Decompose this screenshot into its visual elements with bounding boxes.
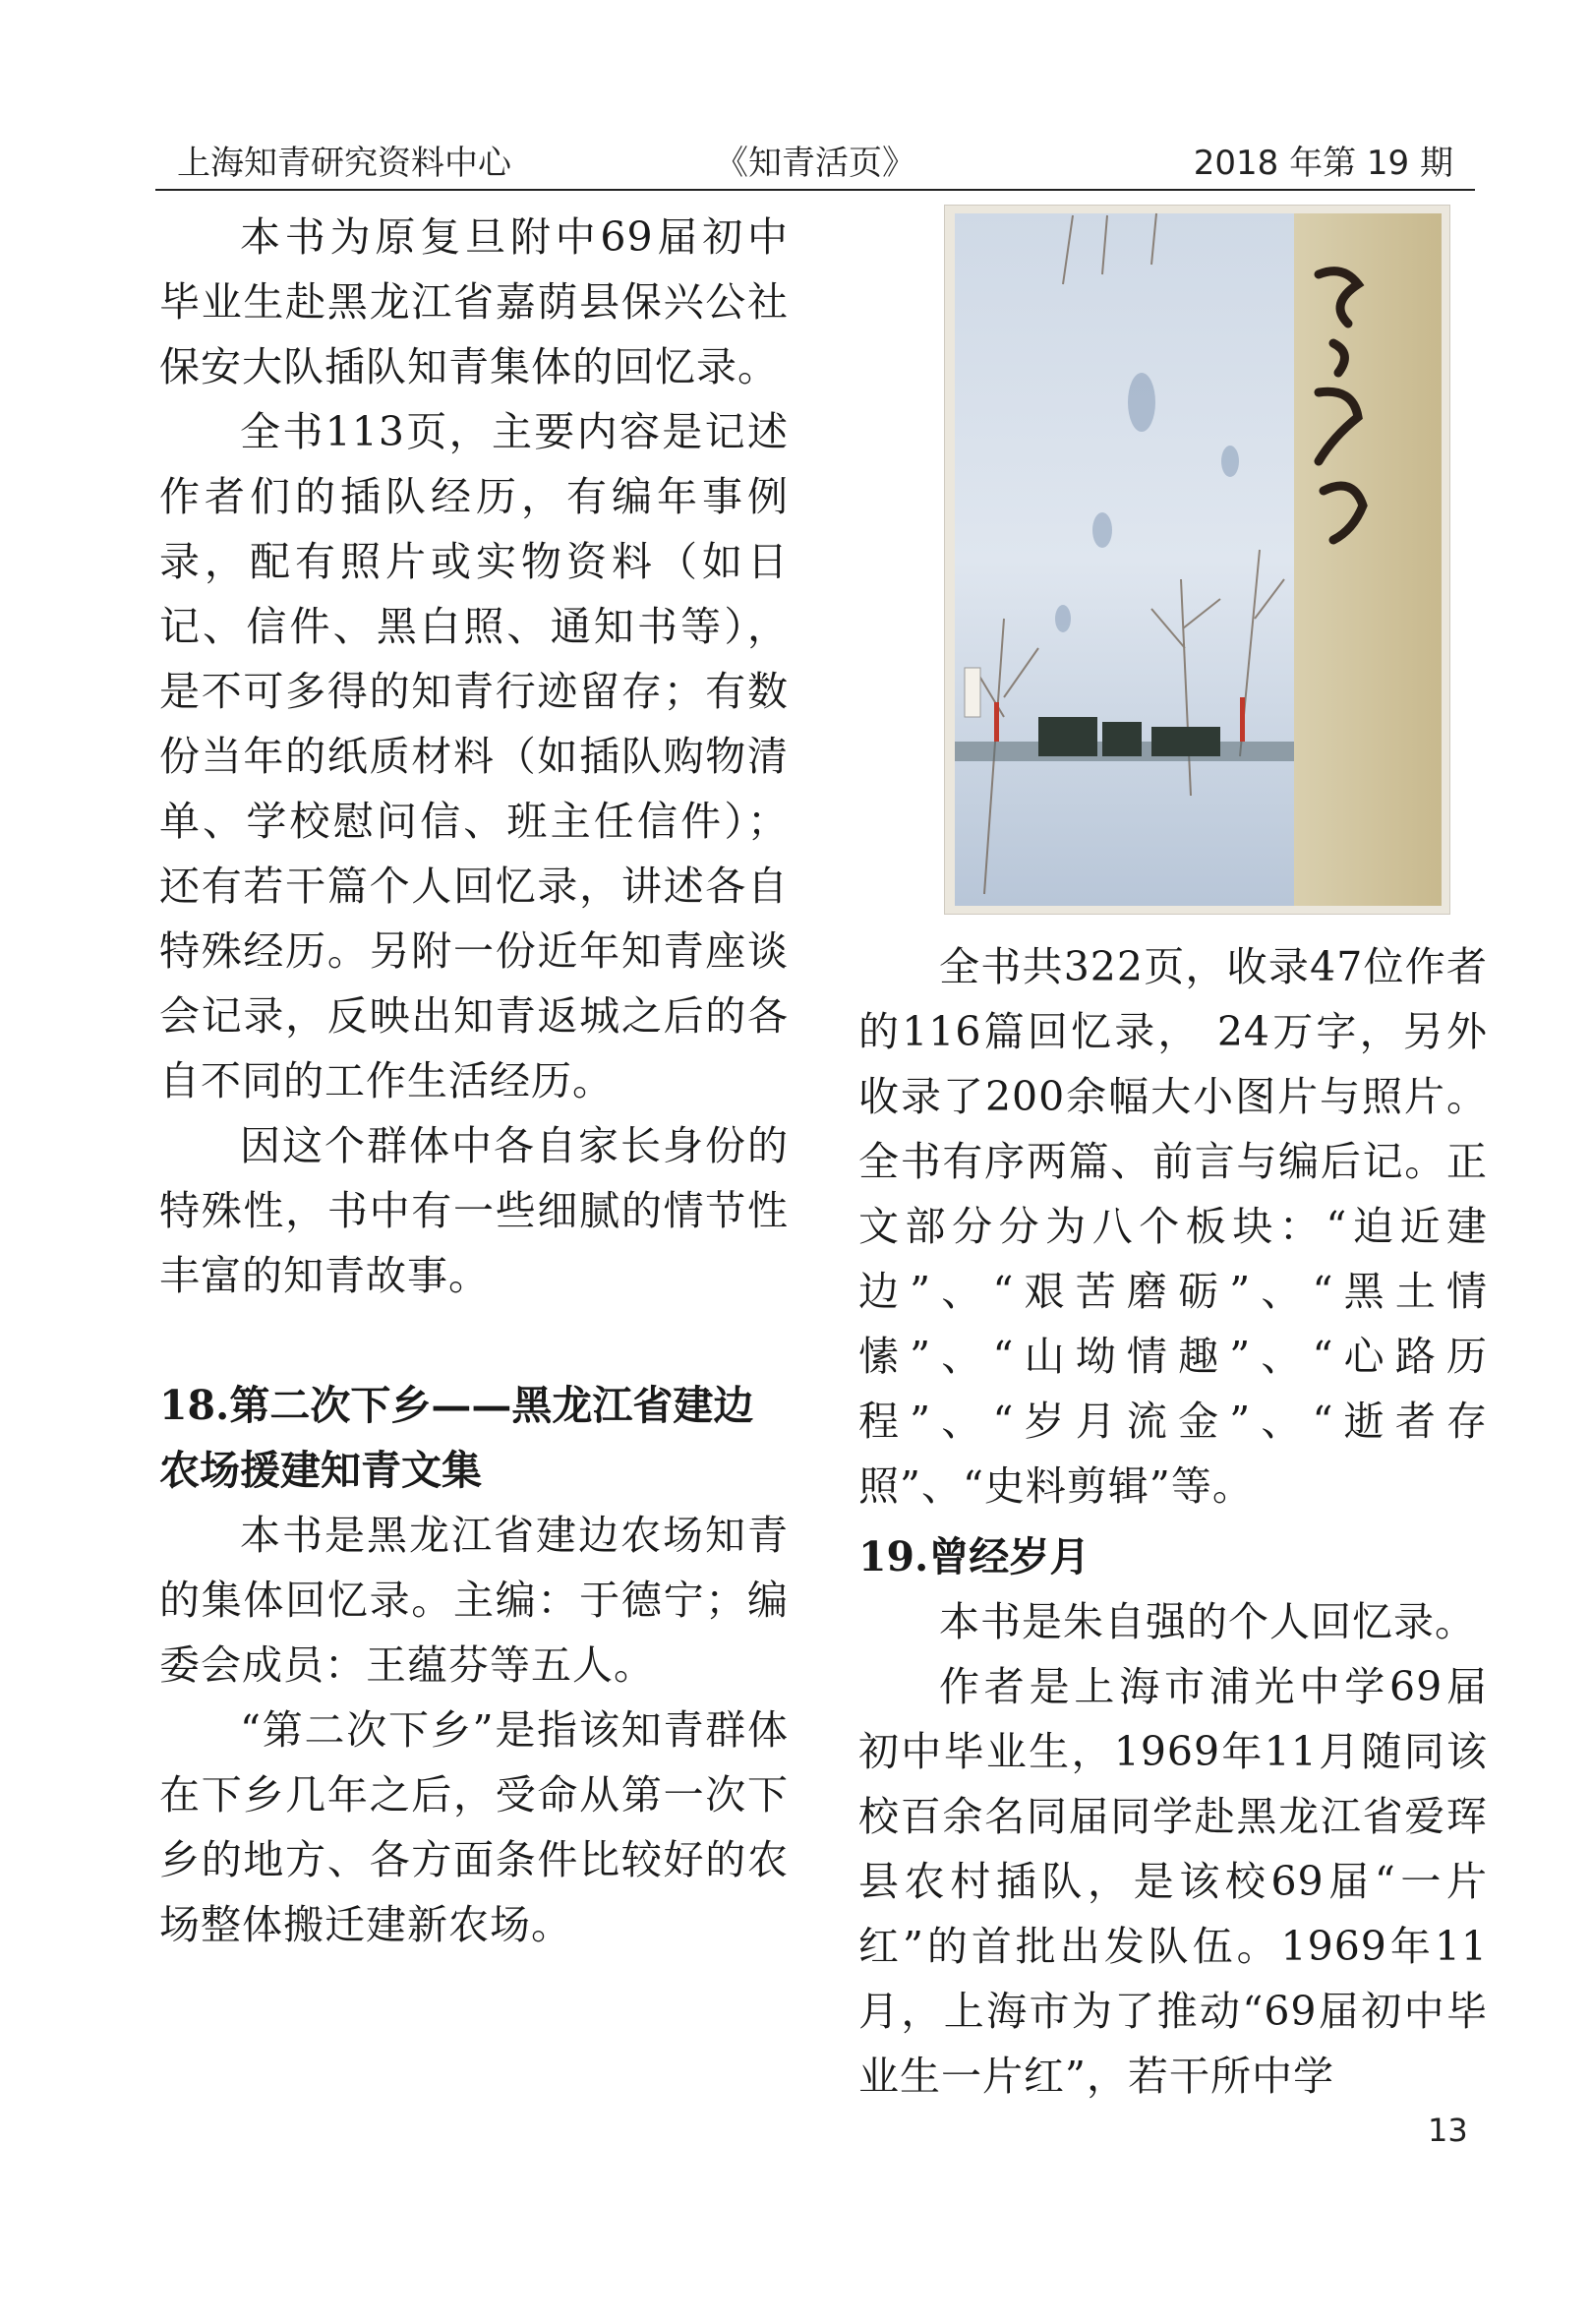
paragraph: “第二次下乡”是指该知青群体在下乡几年之后，受命从第一次下乡的地方、各方面条件比较好的农场整体搬迁建新农场。 bbox=[159, 1706, 789, 1948]
paragraph: 因这个群体中各自家长身份的特殊性，书中有一些细腻的情节性丰富的知青故事。 bbox=[159, 1122, 789, 1299]
right-column-bottom bbox=[858, 1524, 1488, 2109]
spacer bbox=[159, 1308, 789, 1373]
page-header bbox=[155, 136, 1475, 195]
paragraph: 全书共322页，收录47位作者的116篇回忆录， 24万字，另外收录了200余幅大小图片与照片。全书有序两篇、前言与编后记。正文部分分为八个板块：“迫近建边”、“艰苦磨砺”、“黑土情愫”、“山坳情趣”、“心路历程”、“岁月流金”、“逝者存照”、“史料剪辑”等。 bbox=[858, 943, 1488, 1510]
book-cover-image bbox=[944, 205, 1450, 915]
book-cover-illustration bbox=[945, 206, 1449, 914]
header-left: 上海知青研究资料中心 bbox=[177, 144, 511, 183]
section-heading: 19.曾经岁月 bbox=[858, 1533, 1090, 1580]
left-column bbox=[159, 205, 789, 1957]
paragraph: 全书113页，主要内容是记述作者们的插队经历，有编年事例录，配有照片或实物资料（如日记、信件、黑白照、通知书等），是不可多得的知青行迹留存；有数份当年的纸质材料（如插队购物清单、学校慰问信、班主任信件）；还有若干篇个人回忆录，讲述各自特殊经历。另附一份近年知青座谈会记录，反映出知青返城之后的各自不同的工作生活经历。 bbox=[159, 408, 789, 1104]
header-rule bbox=[155, 189, 1475, 191]
paragraph: 本书是黑龙江省建边农场知青的集体回忆录。主编：于德宁；编委会成员：王蕴芬等五人。 bbox=[159, 1512, 789, 1689]
paragraph: 作者是上海市浦光中学69届初中毕业生，1969年11月随同该校百余名同届同学赴黑龙江省爱珲县农村插队，是该校69届“一片红”的首批出发队伍。1969年11月，上海市为了推动“69届初中毕业生一片红”，若干所中学 bbox=[858, 1663, 1488, 2100]
header-right: 2018 年第 19 期 bbox=[1193, 144, 1453, 183]
paragraph: 本书是朱自强的个人回忆录。 bbox=[939, 1598, 1476, 1645]
page-number: 13 bbox=[1428, 2112, 1468, 2149]
paragraph: 本书为原复旦附中69届初中毕业生赴黑龙江省嘉荫县保兴公社保安大队插队知青集体的回忆录。 bbox=[159, 213, 789, 390]
header-center: 《知青活页》 bbox=[715, 144, 915, 183]
section-heading: 18.第二次下乡——黑龙江省建边农场援建知青文集 bbox=[159, 1382, 754, 1494]
right-column-top bbox=[858, 934, 1488, 1519]
